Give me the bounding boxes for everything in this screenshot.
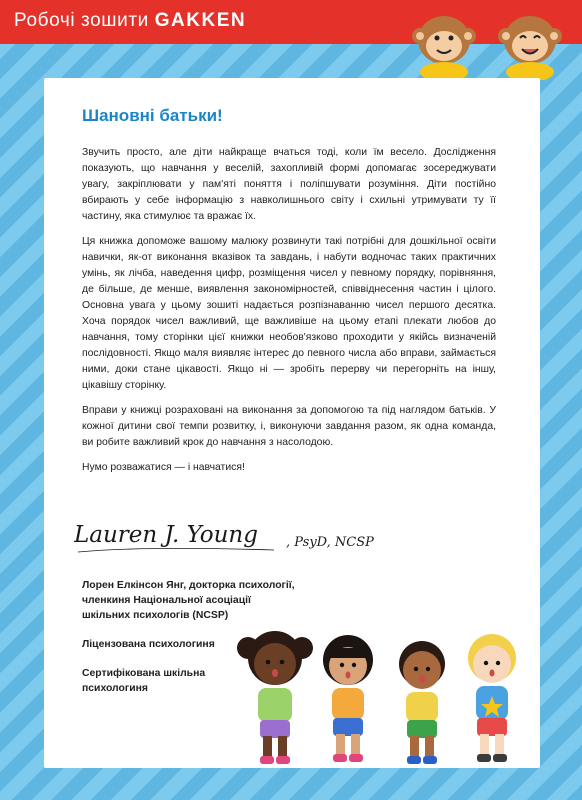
signature [74, 510, 404, 562]
child-2-icon [323, 635, 373, 762]
letter-heading: Шановні батьки! [82, 106, 223, 125]
paragraph-skills: Ця книжка допоможе вашому малюку розвинути такі потрібні для дошкільної освіти навички, як-от виконання вказівок та завдань, і набути водночас таких практичних умінь, як лічба, наведення цифр, розміщення чисел у певному порядку, порівняння, де більше, де менше, виявлення закономірностей, співвіднесення частин і цілого. Основна увага у цьому зошиті надається розпізнаванню чисел першого десятка. Хоча порядок чисел важливий, ще важливіше на цьому етапі плекати любов до навчання, тому сторінки цієї книжки необов'язково проходити у якійсь визначеній послідовності. Якщо маля виявляє інтерес до певного числа або вправи, займається ними, доки стане цікавості. Якщо ні — зробіть перерву чи перегорніть на іншу, цікавішу сторінку. [82, 236, 496, 391]
author-line-1: Лорен Елкінсон Янг, докторка психології, [82, 580, 295, 591]
author-line-2: членкиня Національної асоціації [82, 595, 251, 606]
monkey-left-icon [412, 16, 476, 80]
monkey-illustration [404, 4, 576, 80]
series-title [14, 10, 246, 32]
brand-name: GAKKEN [154, 10, 247, 31]
signature-name: Lauren J. Young [74, 522, 258, 548]
child-4-icon [468, 634, 516, 762]
author-cert-line-1: Сертифікована шкільна [82, 668, 206, 679]
child-3-icon [399, 641, 445, 764]
letter-page [44, 78, 540, 768]
signature-credentials: , PsyD, NCSP [286, 535, 374, 550]
child-1-icon [237, 631, 313, 764]
author-line-3: шкільних психологів (NCSP) [82, 610, 229, 621]
series-title-text: Робочі зошити [14, 10, 149, 31]
paragraph-closing: Нумо розважатися — і навчатися! [82, 462, 245, 473]
author-cert-line-2: психологиня [82, 683, 148, 694]
paragraph-intro: Звучить просто, але діти найкраще вчаться тоді, коли їм весело. Дослідження показують, що навчання у веселій, захопливій формі допомагає зосереджувати увагу, закріплювати у пам'яті поняття і поліпшувати розуміння. Діти постійно вбирають у себе інформацію з навколишнього світу і схильні утримувати ту її частину, яка стимулює та вражає їх. [82, 147, 496, 222]
author-license: Ліцензована психологиня [82, 639, 215, 650]
letter-content [82, 106, 496, 485]
paragraph-guidance: Вправи у книжці розраховані на виконання за допомогою та під наглядом батьків. У кожної дитини свої темпи розвитку, і, виконуючи завдання разом, як одна команда, ви робите важливий крок до навчання з насолодою. [82, 405, 496, 448]
monkey-right-icon [498, 16, 562, 80]
children-illustration [230, 618, 530, 768]
